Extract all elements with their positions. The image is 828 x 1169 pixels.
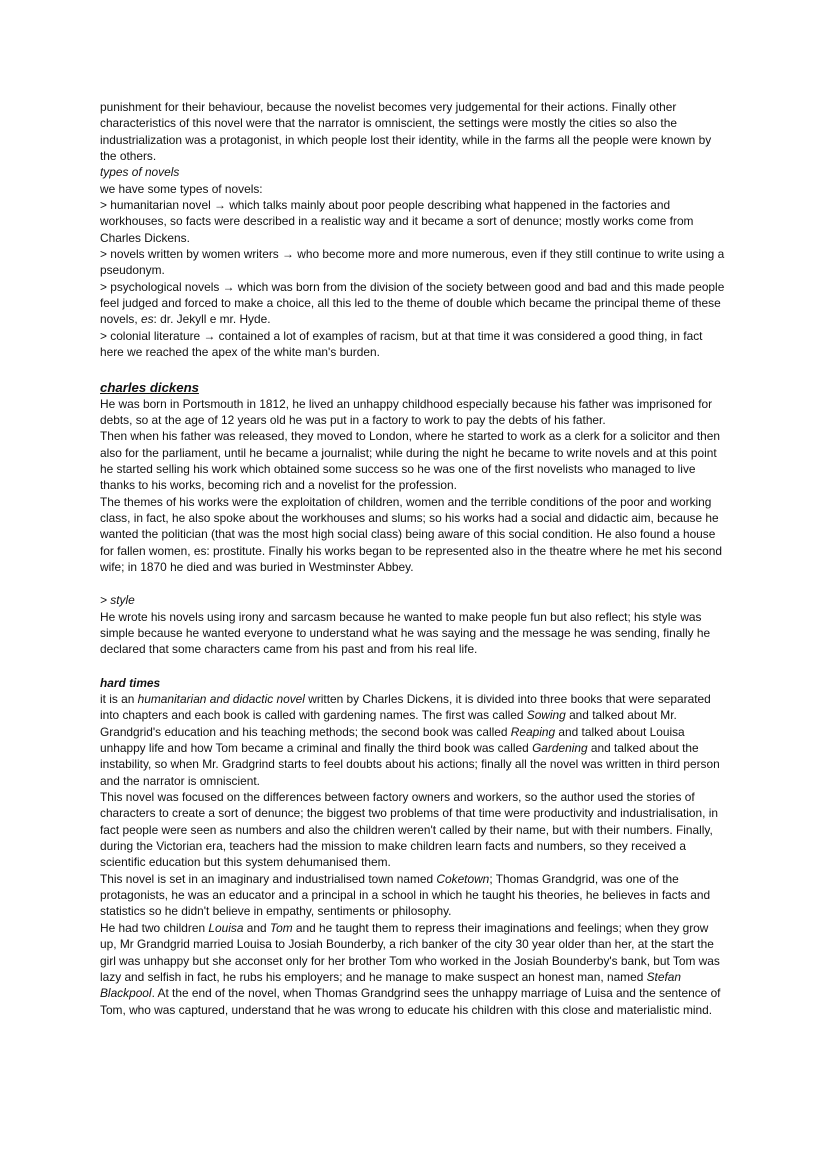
text-run: > psychological novels → which was born from the division of the society between good and bad and this made people feel judged and forced to make a choice, all this led to the theme of double which became the principal theme of these novels, <box>100 279 725 327</box>
document-body <box>100 99 728 1018</box>
novel-type-item: > novels written by women writers → who become more and more numerous, even if they still continue to write using a pseudonym. <box>100 247 725 278</box>
dickens-paragraph: He was born in Portsmouth in 1812, he lived an unhappy childhood especially because his father was imprisoned for debts, so at the age of 12 years old he was put in a factory to work to pay the debts of his father. <box>100 396 713 427</box>
text-run: and talked about Louisa unhappy life and how Tom became a criminal and finally the third book was called <box>100 724 685 756</box>
text-run: it is an <box>100 692 138 706</box>
intro-paragraph: punishment for their behaviour, because the novelist becomes very judgemental for their actions. Finally other characteristics of this novel were that the narrator is omniscient, the settings were mostly the cities so also the industrialization was a protagonist, in which people lost their identity, while in the farms all the people were known by the others. <box>100 100 712 164</box>
text-run: ; Thomas Grandgrid, was one of the protagonists, he was an educator and a principal in a school in which he taught his theories, he believes in facts and statistics so he didn't believe in empathy, sentiments or philosophy. <box>100 871 711 919</box>
novel-type-item <box>100 279 728 328</box>
style-paragraph: He wrote his novels using irony and sarcasm because he wanted to make people fun but also reflect; his style was simple because he wanted everyone to understand what he was saying and the message he was sending, finally he declared that some characters came from his past and from his real life. <box>100 609 711 657</box>
text-run: and he taught them to repress their imaginations and feelings; when they grow up, Mr Grandgrid married Louisa to Josiah Bounderby, a rich banker of the city 30 year older than her, at the start the girl was unhappy but she acconset only for her brother Tom who worked in the Josiah Bounderby's bank, but Tom was lazy and selfish in fact, he rubs his employers; and he manage to make suspect an honest man, named <box>100 920 720 984</box>
hard-times-paragraph <box>100 920 728 1018</box>
style-heading: > style <box>100 593 135 608</box>
text-run: and talked about the instability, so when Mr. Gradgrind starts to feel doubts about his actions; finally all the novel was written in third person and the narrator is omniscient. <box>100 741 720 788</box>
text-run: and <box>243 920 270 935</box>
text-run: Tom <box>269 920 293 935</box>
novel-type-item: > humanitarian novel → which talks mainly about poor people describing what happened in the factories and workhouses, so facts were described in a realistic way and it became a sort of denunce; mostly works come from Charles Dickens. <box>100 198 694 245</box>
hard-times-heading: hard times <box>100 675 161 690</box>
types-lead: we have some types of novels: <box>100 181 263 196</box>
text-run: . At the end of the novel, when Thomas Grandgrind sees the unhappy marriage of Luisa and the sentence of Tom, who was captured, understand that he was wrong to educate his children with this close and materialistic mind. <box>100 986 721 1017</box>
dickens-paragraph: Then when his father was released, they moved to London, where he started to work as a clerk for a solicitor and then also for the parliament, until he became a journalist; while during the night he became to write novels and at this point he started selling his work which obtained some success so he was one of the first novelists who managed to live thanks to his works, becoming rich and a novelist for the profession. <box>100 429 720 493</box>
dickens-heading: charles dickens <box>100 379 199 395</box>
text-run: Sowing <box>526 708 566 723</box>
text-run: He had two children <box>100 920 209 935</box>
text-run: es <box>140 312 154 327</box>
text-run: Louisa <box>208 920 244 935</box>
text-run: : dr. Jekyll e mr. Hyde. <box>153 312 271 327</box>
hard-times-paragraph: This novel was focused on the differences between factory owners and workers, so the author used the stories of characters to create a sort of denunce; the biggest two problems of that time were productivity and industrialisation, in fact people were seen as numbers and also the children weren't called by their name, but with their numbers. Finally, during the Victorian era, teachers had the mission to make children learn facts and numbers, so they received a scientific education but this system dehumanised them. <box>100 790 718 870</box>
novel-type-item: > colonial literature → contained a lot of examples of racism, but at that time it was considered a good thing, in fact here we reached the apex of the white man's burden. <box>100 328 703 360</box>
text-run: Coketown <box>436 871 490 886</box>
text-run: This novel is set in an imaginary and industrialised town named <box>100 871 437 886</box>
hard-times-paragraph <box>100 871 728 920</box>
dickens-paragraph: The themes of his works were the exploitation of children, women and the terrible conditions of the poor and working class, in fact, he also spoke about the workhouses and slums; so his works had a social and didactic aim, because he wanted the politician (that was the most high social class) being aware of this social condition. He also found a house for fallen women, es: prostitute. Finally his works began to be represented also in the theatre where he met his second wife; in 1870 he died and was buried in Westminster Abbey. <box>100 494 722 574</box>
text-run: written by Charles Dickens, it is divided into three books that were separated into chapters and each book is called with gardening names. The first was called <box>100 692 711 723</box>
text-run: humanitarian and didactic novel <box>137 692 305 706</box>
text-run: Gardening <box>532 741 588 756</box>
text-run: and talked about Mr. Grandgrid's education and his teaching methods; the second book was called <box>100 708 677 739</box>
types-title: types of novels <box>100 165 180 180</box>
text-run: Stefan Blackpool <box>100 969 682 1001</box>
text-run: Reaping <box>510 724 556 739</box>
hard-times-paragraph <box>100 691 728 789</box>
